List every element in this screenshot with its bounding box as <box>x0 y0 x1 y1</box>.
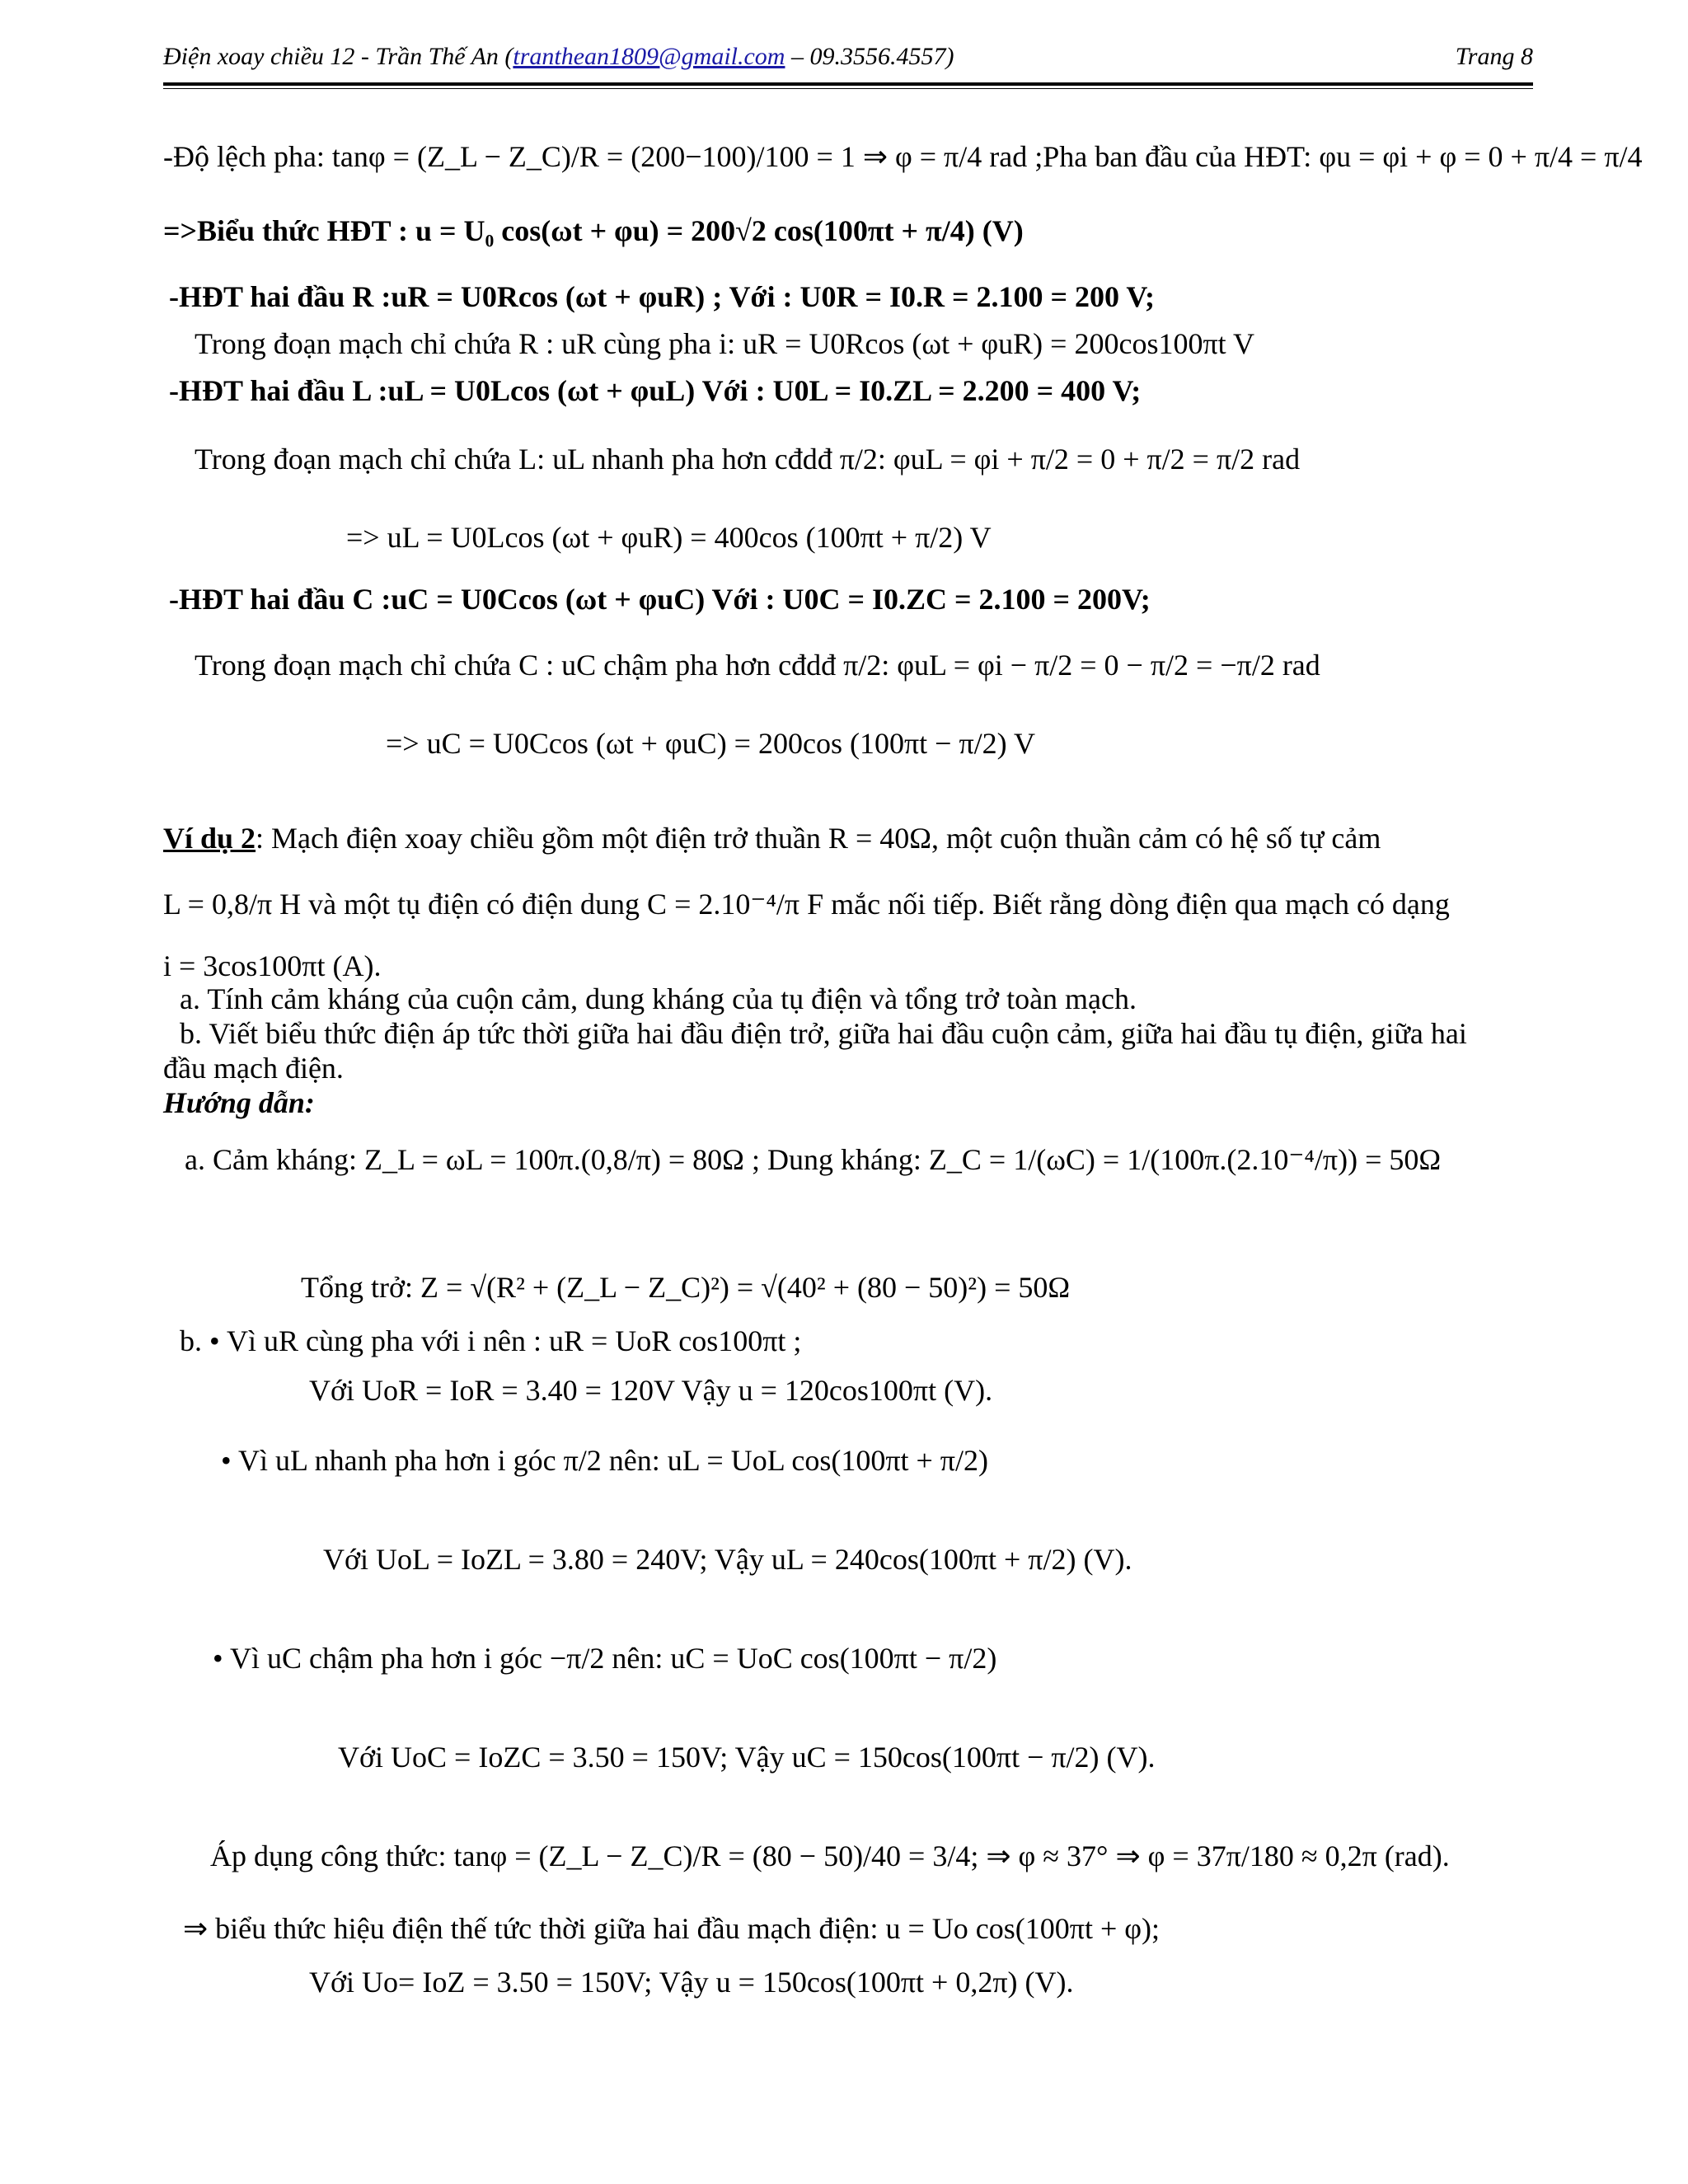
question-b: b. Viết biểu thức điện áp tức thời giữa hai đầu điện trở, giữa hai đầu cuộn cảm, giữa hai đầu tụ điện, giữa hai <box>180 1017 1467 1050</box>
r-only-circuit-line: Trong đoạn mạch chỉ chứa R : uR cùng pha i: uR = U0Rcos (ωt + φuR) = 200cos100πt V <box>195 327 1254 360</box>
example2-components: L = 0,8/π H và một tụ điện có điện dung C = 2.10⁻⁴/π F mắc nối tiếp. Biết rằng dòng điện qua mạch có dạng <box>163 888 1450 921</box>
page-header <box>163 43 1533 76</box>
header-rule-thin <box>163 88 1533 89</box>
header-rule-thick <box>163 82 1533 86</box>
voltage-c-line: -HĐT hai đầu C :uC = U0Ccos (ωt + φuC) Với : U0C = I0.ZC = 2.100 = 200V; <box>169 583 1151 616</box>
page-number: Trang 8 <box>1455 43 1533 70</box>
example2-label: Ví dụ 2 <box>163 822 256 855</box>
solution-phase-formula: Áp dụng công thức: tanφ = (Z_L − Z_C)/R = (80 − 50)/40 = 3/4; ⇒ φ ≈ 37° ⇒ φ = 37π/180 ≈ 0,2π (rad). <box>210 1840 1450 1872</box>
example2-current: i = 3cos100πt (A). <box>163 949 382 982</box>
voltage-l-line: -HĐT hai đầu L :uL = U0Lcos (ωt + φuL) Với : U0L = I0.ZL = 2.200 = 400 V; <box>169 374 1142 407</box>
header-email-link[interactable]: tranthean1809@gmail.com <box>513 43 785 70</box>
solution-b-uc-value: Với UoC = IoZC = 3.50 = 150V; Vậy uC = 150cos(100πt − π/2) (V). <box>338 1741 1156 1774</box>
ul-expression-line: => uL = U0Lcos (ωt + φuR) = 400cos (100πt + π/2) V <box>346 521 992 554</box>
question-a: a. Tính cảm kháng của cuộn cảm, dung kháng của tụ điện và tổng trở toàn mạch. <box>180 982 1137 1015</box>
voltage-r-line: -HĐT hai đầu R :uR = U0Rcos (ωt + φuR) ; Với : U0R = I0.R = 2.100 = 200 V; <box>169 280 1156 313</box>
question-b-cont: đầu mạch điện. <box>163 1052 344 1085</box>
solution-b-ul: • Vì uL nhanh pha hơn i góc π/2 nên: uL = UoL cos(100πt + π/2) <box>221 1444 988 1477</box>
solution-impedance: Tổng trở: Z = √(R² + (Z_L − Z_C)²) = √(40² + (80 − 50)²) = 50Ω <box>301 1271 1071 1304</box>
l-only-circuit-line: Trong đoạn mạch chỉ chứa L: uL nhanh pha hơn cđdđ π/2: φuL = φi + π/2 = 0 + π/2 = π/2 rad <box>195 443 1301 476</box>
solution-a-reactances: a. Cảm kháng: Z_L = ωL = 100π.(0,8/π) = 80Ω ; Dung kháng: Z_C = 1/(ωC) = 1/(100π.(2.10⁻⁴/π)) = 50Ω <box>185 1143 1442 1176</box>
uc-expression-line: => uC = U0Ccos (ωt + φuC) = 200cos (100πt − π/2) V <box>386 727 1035 760</box>
c-only-circuit-line: Trong đoạn mạch chỉ chứa C : uC chậm pha hơn cđdđ π/2: φuL = φi − π/2 = 0 − π/2 = −π/2 rad <box>195 649 1320 682</box>
example2-intro: Ví dụ 2: Mạch điện xoay chiều gồm một điện trở thuần R = 40Ω, một cuộn thuần cảm có hệ số tự cảm <box>163 822 1381 855</box>
solution-final: Với Uo= IoZ = 3.50 = 150V; Vậy u = 150cos(100πt + 0,2π) (V). <box>309 1966 1074 1999</box>
solution-b-ul-value: Với UoL = IoZL = 3.80 = 240V; Vậy uL = 240cos(100πt + π/2) (V). <box>323 1543 1132 1576</box>
solution-b-ur: b. • Vì uR cùng pha với i nên : uR = UoR cos100πt ; <box>180 1324 802 1357</box>
solution-b-uc: • Vì uC chậm pha hơn i góc −π/2 nên: uC = UoC cos(100πt − π/2) <box>213 1642 997 1675</box>
solution-b-ur-value: Với UoR = IoR = 3.40 = 120V Vậy u = 120cos100πt (V). <box>309 1374 993 1407</box>
guide-heading: Hướng dẫn: <box>163 1086 315 1119</box>
header-title: Điện xoay chiều 12 - Trần Thế An (tranthean1809@gmail.com – 09.3556.4557) <box>163 43 954 70</box>
voltage-expression-line: =>Biểu thức HĐT : u = U₀ cos(ωt + φu) = 200√2 cos(100πt + π/4) (V) <box>163 214 1024 247</box>
solution-circuit-expression: ⇒ biểu thức hiệu điện thế tức thời giữa hai đầu mạch điện: u = Uo cos(100πt + φ); <box>183 1912 1160 1945</box>
phase-difference-line: -Độ lệch pha: tanφ = (Z_L − Z_C)/R = (200−100)/100 = 1 ⇒ φ = π/4 rad ;Pha ban đầu của HĐT: φu = φi + φ = 0 + π/4 = π/4 <box>163 140 1643 173</box>
